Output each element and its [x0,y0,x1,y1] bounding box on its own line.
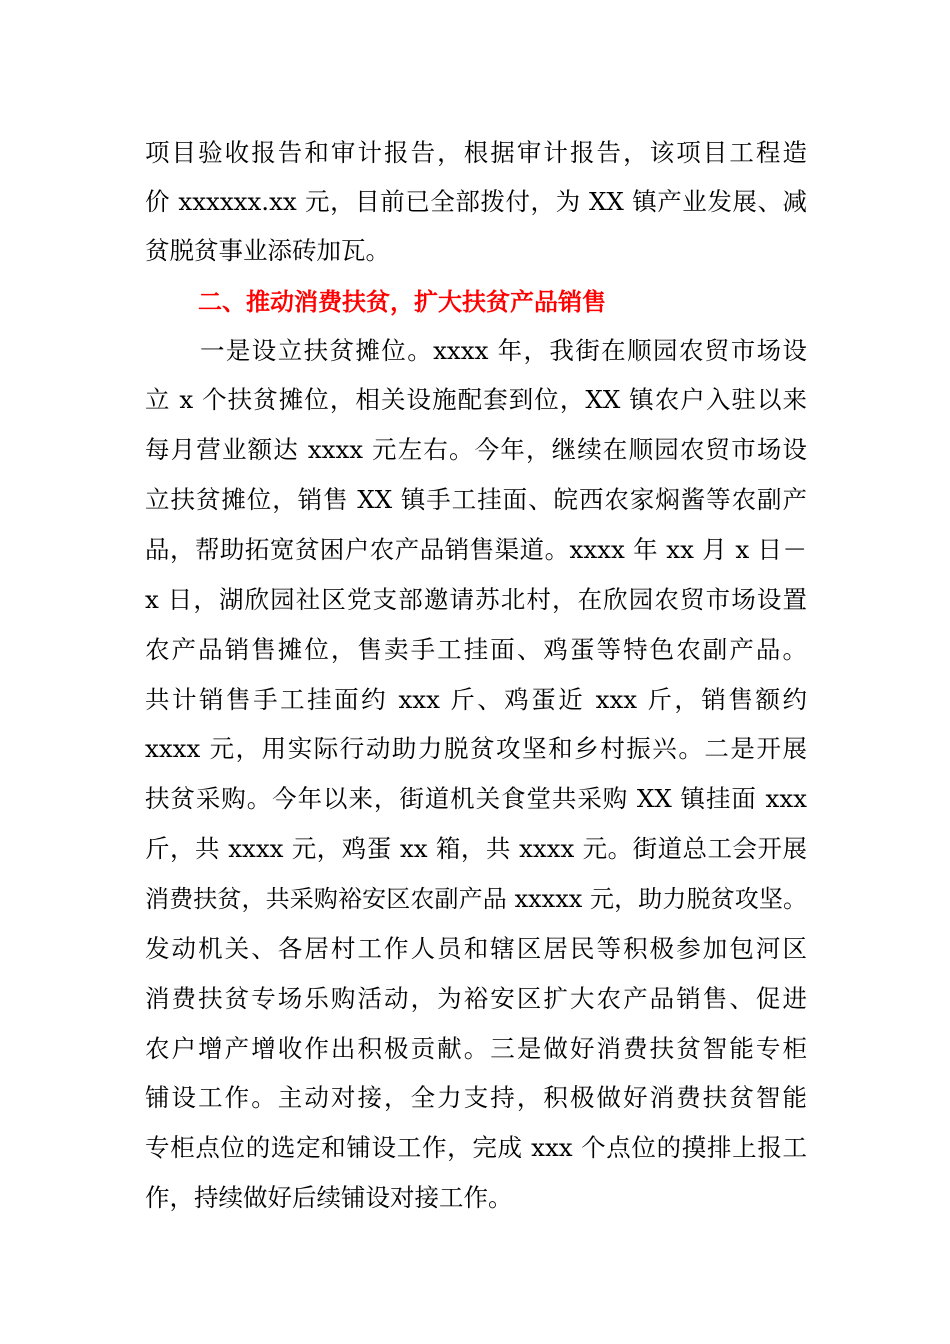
body-line: 农户增产增收作出积极贡献。三是做好消费扶贫智能专柜 [145,1034,807,1063]
body-line: 斤，共 xxxx 元，鸡蛋 xx 箱，共 xxxx 元。街道总工会开展 [145,834,807,863]
body-line: 立扶贫摊位，销售 XX 镇手工挂面、皖西农家焖酱等农副产 [145,485,807,514]
body-line: 价 xxxxxx.xx 元，目前已全部拨付，为 XX 镇产业发展、减 [145,187,807,216]
body-line: 消费扶贫，共采购裕安区农副产品 xxxxx 元，助力脱贫攻坚。 [145,885,807,913]
body-line: 铺设工作。主动对接，全力支持，积极做好消费扶贫智能 [145,1083,807,1112]
body-line: x 日，湖欣园社区党支部邀请苏北村，在欣园农贸市场设置 [145,585,807,614]
body-line: 共计销售手工挂面约 xxx 斤、鸡蛋近 xxx 斤，销售额约 [145,685,807,714]
body-line: 一是设立扶贫摊位。xxxx 年，我街在顺园农贸市场设 [200,336,807,365]
body-line: 专柜点位的选定和铺设工作，完成 xxx 个点位的摸排上报工 [145,1133,807,1162]
body-line: 消费扶贫专场乐购活动，为裕安区扩大农产品销售、促进 [145,984,807,1013]
body-line: 农产品销售摊位，售卖手工挂面、鸡蛋等特色农副产品。 [145,635,807,664]
body-line: 项目验收报告和审计报告，根据审计报告，该项目工程造 [145,138,807,167]
body-line: 每月营业额达 xxxx 元左右。今年，继续在顺园农贸市场设 [145,435,807,464]
body-line: 发动机关、各居村工作人员和辖区居民等积极参加包河区 [145,934,807,963]
body-line: 作，持续做好后续铺设对接工作。 [145,1183,513,1212]
body-line: 扶贫采购。今年以来，街道机关食堂共采购 XX 镇挂面 xxx [145,784,807,813]
body-line: 贫脱贫事业添砖加瓦。 [145,236,390,265]
body-line: 品，帮助拓宽贫困户农产品销售渠道。xxxx 年 xx 月 x 日－ [145,535,807,564]
section-heading: 二、推动消费扶贫，扩大扶贫产品销售 [198,288,606,316]
body-line: 立 x 个扶贫摊位，相关设施配套到位，XX 镇农户入驻以来 [145,385,807,414]
body-line: xxxx 元，用实际行动助力脱贫攻坚和乡村振兴。二是开展 [145,734,807,763]
